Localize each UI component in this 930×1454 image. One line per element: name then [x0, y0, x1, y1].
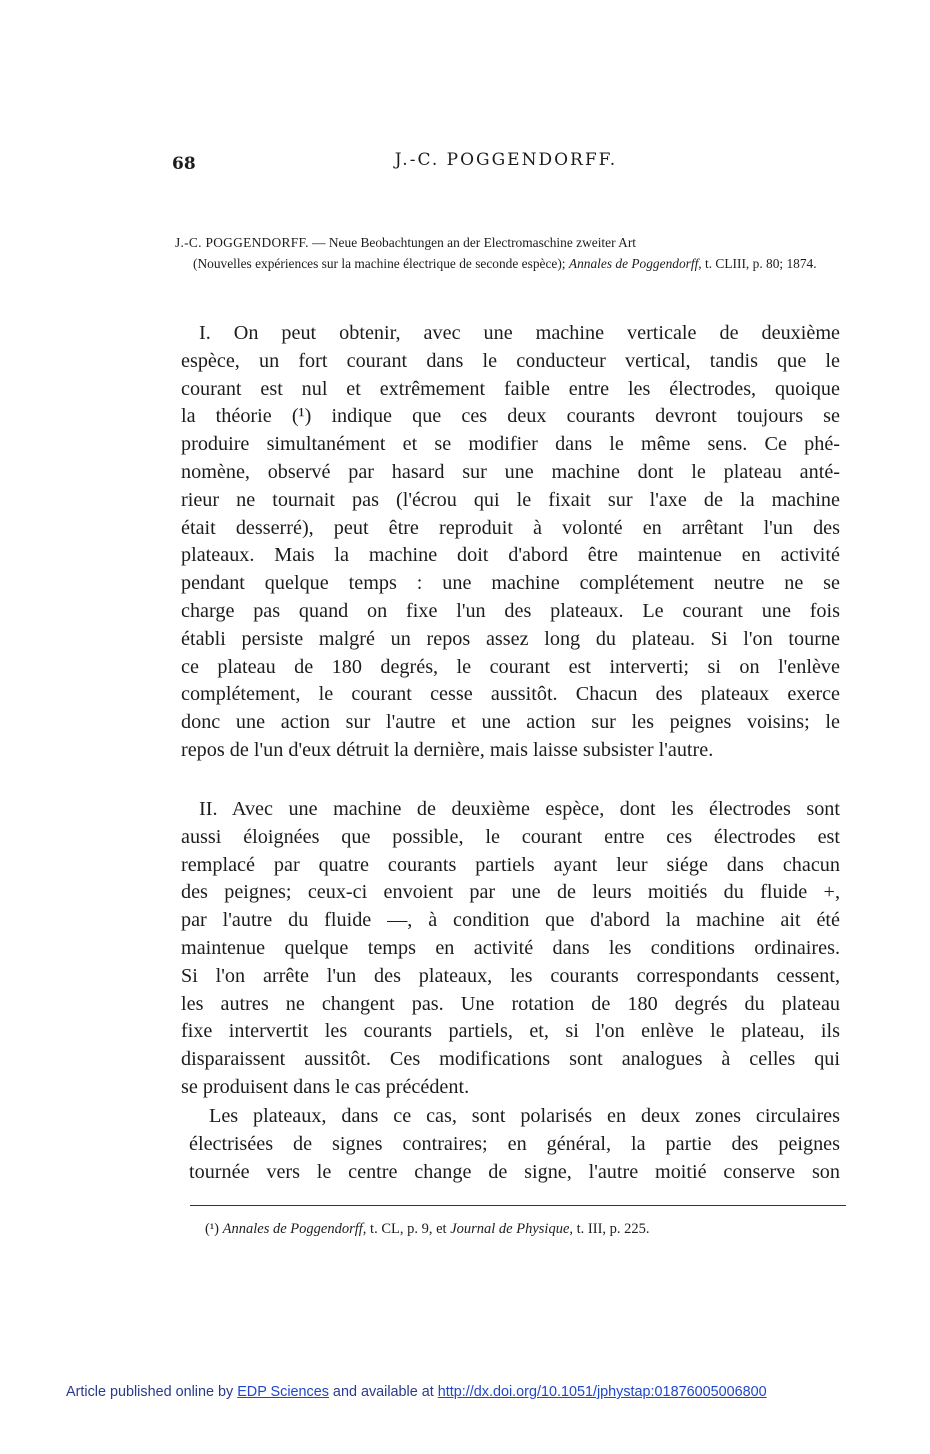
- bibliographic-reference: [175, 232, 837, 274]
- ref-author: J.-C. POGGENDORFF.: [175, 235, 309, 250]
- text-line: complétement, le courant cesse aussitôt. Chacun des plateaux exerce: [181, 683, 840, 706]
- ref-continuation: [175, 253, 837, 274]
- text-line: disparaissent aussitôt. Ces modifications sont analogues à celles qui: [181, 1048, 840, 1071]
- footnote-marker: (¹): [205, 1221, 220, 1237]
- text-line: la théorie (¹) indique que ces deux courants devront toujours se: [181, 405, 840, 428]
- text-line: les autres ne changent pas. Une rotation de 180 degrés du plateau: [181, 992, 840, 1015]
- text-line: nomène, observé par hasard sur une machine dont le plateau anté-: [181, 460, 840, 483]
- text-line: remplacé par quatre courants partiels ayant leur siége dans chacun: [181, 853, 840, 876]
- publisher-link[interactable]: EDP Sciences: [237, 1384, 329, 1400]
- publisher-prefix: Article published online by: [66, 1384, 238, 1400]
- text-line: tournée vers le centre change de signe, l'autre moitié conserve son: [189, 1160, 840, 1183]
- text-line: produire simultanément et se modifier dans le même sens. Ce phé-: [181, 433, 840, 456]
- text-line: pendant quelque temps : une machine complétement neutre ne se: [181, 572, 840, 595]
- doi-link[interactable]: http://dx.doi.org/10.1051/jphystap:01876005006800: [437, 1384, 767, 1400]
- text-line: fixe intervertit les courants partiels, et, si l'on enlève le plateau, ils: [181, 1020, 840, 1043]
- text-line: II. Avec une machine de deuxième espèce, dont les électrodes sont: [199, 798, 840, 820]
- paragraph-2: [181, 796, 840, 1102]
- text-line: rieur ne tournait pas (l'écrou qui le fixait sur l'axe de la machine: [181, 488, 840, 511]
- text-line: I. On peut obtenir, avec une machine verticale de deuxième: [199, 322, 840, 344]
- text-line: donc une action sur l'autre et une action sur les peignes voisins; le: [181, 711, 840, 734]
- text-line: espèce, un fort courant dans le conducteur vertical, tandis que le: [181, 349, 840, 372]
- footnote-journal-2: Journal de Physique,: [450, 1221, 574, 1237]
- page-number: 68: [172, 154, 196, 174]
- text-line: établi persiste malgré un repos assez long du plateau. Si l'on tourne: [181, 627, 840, 650]
- text-line: Les plateaux, dans ce cas, sont polarisés en deux zones circulaires: [209, 1105, 840, 1127]
- ref-journal: Annales de Poggendorff,: [568, 256, 702, 271]
- text-line: électrisées de signes contraires; en général, la partie des peignes: [189, 1132, 840, 1155]
- paragraph-1: [181, 320, 840, 765]
- page-header: [172, 150, 840, 178]
- paragraph-3: [181, 1103, 840, 1186]
- text-line: charge pas quand on fixe l'un des plateaux. Le courant une fois: [181, 599, 840, 622]
- text-line: se produisent dans le cas précédent.: [181, 1075, 470, 1098]
- ref-title-de: Neue Beobachtungen an der Electromaschine zweiter Art: [328, 235, 636, 250]
- text-line: courant est nul et extrêmement faible entre les électrodes, quoique: [181, 377, 840, 400]
- publisher-middle: and available at: [328, 1384, 438, 1400]
- text-line: plateaux. Mais la machine doit d'abord être maintenue en activité: [181, 544, 840, 567]
- text-line: aussi éloignées que possible, le courant entre ces électrodes est: [181, 825, 840, 848]
- ref-dash: —: [308, 235, 329, 250]
- footnote-rule: [190, 1205, 846, 1206]
- publisher-notice: [66, 1384, 866, 1400]
- running-title: J.-C. POGGENDORFF.: [394, 150, 618, 170]
- ref-title-fr: (Nouvelles expériences sur la machine électrique de seconde espèce);: [193, 256, 566, 271]
- text-line: maintenue quelque temps en activité dans les conditions ordinaires.: [181, 936, 840, 959]
- text-line: ce plateau de 180 degrés, le courant est interverti; si on l'enlève: [181, 655, 840, 678]
- footnote-journal-1: Annales de Poggendorff,: [222, 1221, 367, 1237]
- footnote: [205, 1221, 845, 1238]
- text-line: était desserré), peut être reproduit à volonté en arrêtant l'un des: [181, 516, 840, 539]
- footnote-ref-1: t. CL, p. 9, et: [366, 1221, 451, 1237]
- ref-volume: t. CLIII, p. 80; 1874.: [701, 256, 817, 271]
- text-line: Si l'on arrête l'un des plateaux, les courants correspondants cessent,: [181, 964, 840, 987]
- text-line: repos de l'un d'eux détruit la dernière, mais laisse subsister l'autre.: [181, 738, 714, 761]
- footnote-ref-2: t. III, p. 225.: [573, 1221, 650, 1237]
- text-line: des peignes; ceux-ci envoient par une de leurs moitiés du fluide +,: [181, 881, 840, 904]
- text-line: par l'autre du fluide —, à condition que d'abord la machine ait été: [181, 909, 840, 932]
